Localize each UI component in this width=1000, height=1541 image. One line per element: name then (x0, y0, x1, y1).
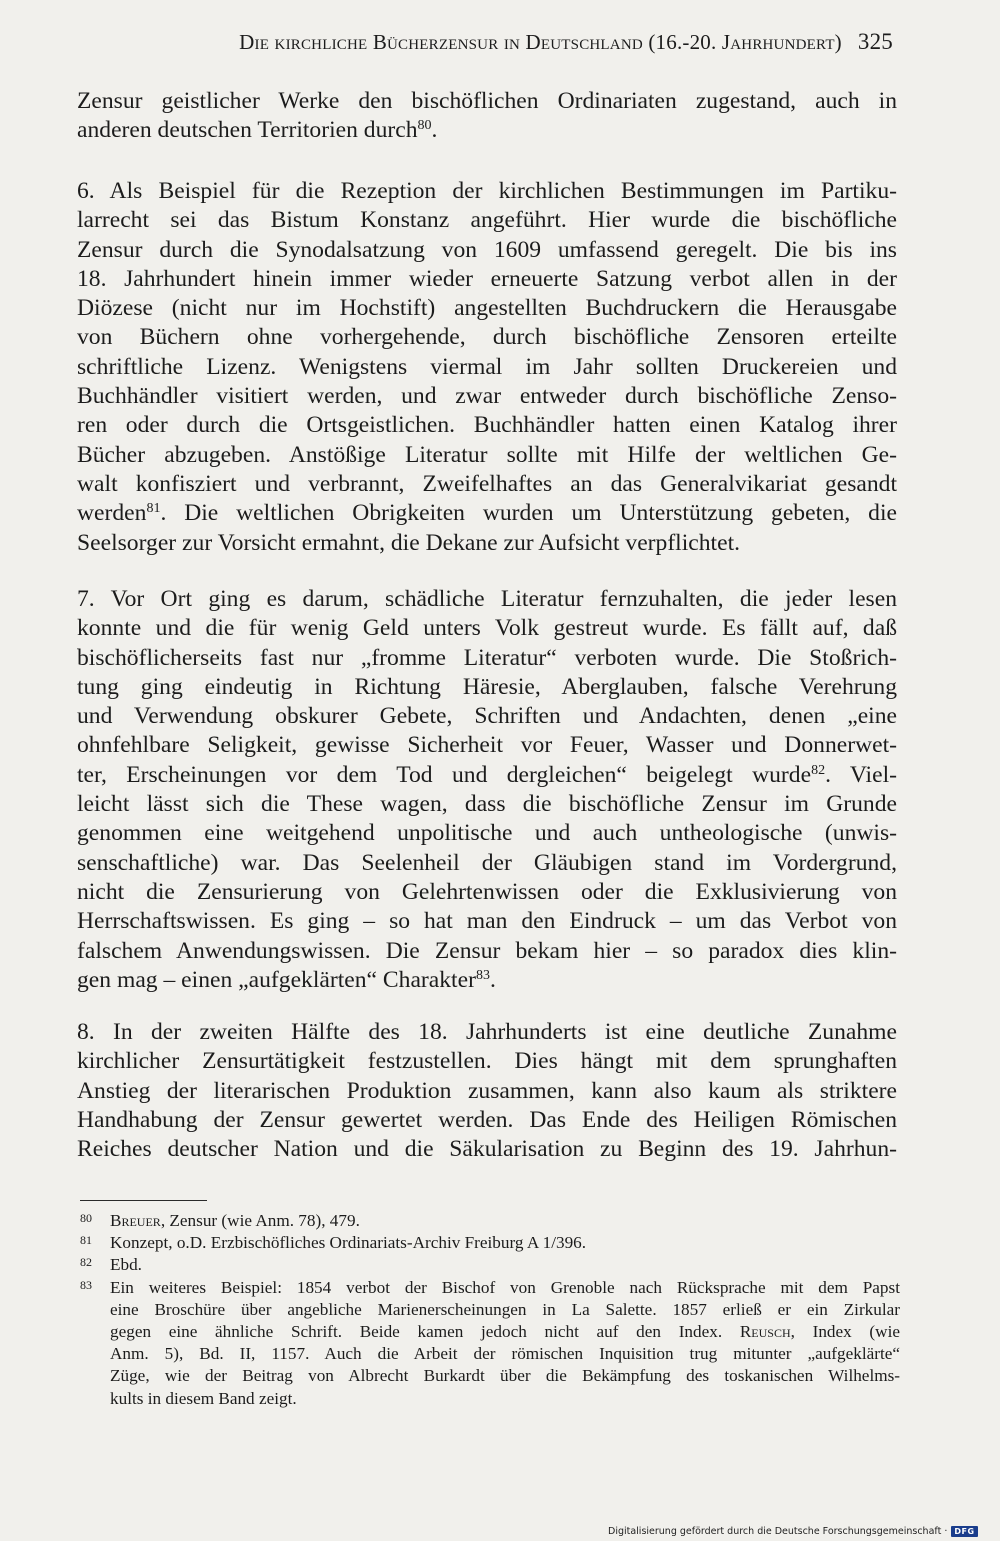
text-line: konnte und die für wenig Geld unters Volk gestreut wurde. Es fällt auf, daß (77, 615, 897, 642)
footnote-number: 81 (80, 1233, 92, 1248)
footnote-line: Konzept, o.D. Erzbischöfliches Ordinariats-Archiv Freiburg A 1/396. (110, 1233, 587, 1253)
text-line: Anstieg der literarischen Produktion zusammen, kann also kaum als striktere (77, 1077, 897, 1104)
text-line: tung ging eindeutig in Richtung Häresie, Aberglauben, falsche Verehrung (77, 673, 897, 700)
paragraph-2 (77, 177, 897, 558)
footnote-line: Ebd. (110, 1255, 142, 1275)
footnote-line: Züge, wie der Beitrag von Albrecht Burkardt über die Bekämpfung des toskanischen Wilhelms- (110, 1366, 900, 1386)
text-line: ter, Erscheinungen vor dem Tod und dergleichen“ beigelegt wurde$^{82}$. Viel- (77, 761, 897, 788)
footnote-81 (80, 1232, 900, 1254)
footnote-ref[interactable]: 81 (146, 501, 161, 517)
text-line: larrecht sei das Bistum Konstanz angeführt. Hier wurde die bischöfliche (77, 207, 897, 234)
text-line: Seelsorger zur Vorsicht ermahnt, die Dekane zur Aufsicht verpflichtet. (77, 529, 741, 556)
footnote-80 (80, 1210, 900, 1232)
text-line: Buchhändler visitiert werden, und zwar entweder durch bischöfliche Zenso- (77, 383, 897, 410)
paragraph-text (77, 87, 897, 146)
footnote-text (110, 1277, 900, 1410)
footnote-ref[interactable]: 80 (417, 118, 432, 134)
text-line: Zensur durch die Synodalsatzung von 1609 umfassend geregelt. Die bis ins (77, 236, 897, 263)
text-line: 7. Vor Ort ging es darum, schädliche Literatur fernzuhalten, die jeder lesen (77, 586, 897, 612)
text-line: ohnfehlbare Seligkeit, gewisse Sicherheit vor Feuer, Wasser und Donnerwet- (77, 732, 897, 759)
text-line: senschaftliche) war. Das Seelenheil der Gläubigen stand im Vordergrund, (77, 849, 897, 876)
text-line: Handhabung der Zensur gewertet werden. Das Ende des Heiligen Römischen (77, 1106, 897, 1133)
author-name: Breuer (110, 1211, 161, 1230)
text-line: 6. Als Beispiel für die Rezeption der kirchlichen Bestimmungen im Partiku- (77, 178, 897, 204)
text-line: anderen deutschen Territorien durch$^{80}$. (77, 117, 438, 144)
text-line: leicht lässt sich die These wagen, dass die bischöfliche Zensur im Grunde (77, 791, 897, 818)
text-line: walt konfisziert und verbrannt, Zweifelhaftes an das Generalvikariat gesandt (77, 470, 897, 497)
footnote-text (110, 1210, 900, 1232)
footnote-line: eine Broschüre über angebliche Marienerscheinungen in La Salette. 1857 erließ er ein Zirkular (110, 1299, 900, 1319)
footnote-82 (80, 1254, 900, 1276)
footnote-rule (80, 1200, 207, 1201)
text-line: kirchlicher Zensurtätigkeit festzustellen. Dies hängt mit dem sprunghaften (77, 1048, 897, 1075)
paragraph-text (77, 585, 897, 995)
text-line: Zensur geistlicher Werke den bischöflichen Ordinariaten zugestand, auch in (77, 88, 897, 114)
footnote-line: Ein weiteres Beispiel: 1854 verbot der Bischof von Grenoble nach Rücksprache mit dem Papst (110, 1277, 900, 1297)
text-line: Diözese (nicht nur im Hochstift) angestellten Buchdruckern die Herausgabe (77, 295, 897, 322)
digitization-credit (608, 1524, 978, 1538)
text-line: genommen eine weitgehend unpolitische und auch untheologische (unwis- (77, 820, 897, 847)
footnote-line: gegen eine ähnliche Schrift. Beide kamen jedoch nicht auf den Index. Reusch, Index (wie (110, 1322, 900, 1342)
running-head-title: Die kirchliche Bücherzensur in Deutschland (16.-20. Jahrhundert) (239, 30, 842, 54)
footnote-text (110, 1254, 900, 1276)
text-line: Bücher abzugeben. Anstößige Literatur sollte mit Hilfe der weltlichen Ge- (77, 441, 897, 468)
text-line: gen mag – einen „aufgeklärten“ Charakter$^{83}$. (77, 966, 496, 993)
text-line: 18. Jahrhundert hinein immer wieder erneuerte Satzung verbot allen in der (77, 265, 897, 292)
page-number: 325 (857, 29, 893, 54)
text-line: werden$^{81}$. Die weltlichen Obrigkeiten wurden um Unterstützung gebeten, die (77, 500, 897, 527)
text-line: ren oder durch die Ortsgeistlichen. Buchhändler hatten einen Katalog ihrer (77, 412, 897, 439)
author-name: Reusch (739, 1322, 791, 1342)
paragraph-1 (77, 87, 897, 146)
paragraph-4 (77, 1018, 897, 1164)
text-line: 8. In der zweiten Hälfte des 18. Jahrhunderts ist eine deutliche Zunahme (77, 1019, 897, 1045)
paragraph-text (77, 1018, 897, 1164)
text-line: Herrschaftswissen. Es ging – so hat man den Eindruck – um das Verbot von (77, 908, 897, 935)
footnote-ref[interactable]: 82 (811, 762, 826, 778)
footnotes (80, 1210, 900, 1410)
paragraph-3 (77, 585, 897, 995)
dfg-logo-icon: DFG (951, 1526, 977, 1537)
footnote-line: Anm. 5), Bd. II, 1157. Auch die Arbeit der römischen Inquisition trug mitunter „aufgeklärte“ (110, 1344, 900, 1364)
running-head (80, 29, 893, 55)
footnote-number: 83 (80, 1277, 92, 1292)
text-line: Reiches deutscher Nation und die Säkularisation zu Beginn des 19. Jahrhun- (77, 1136, 897, 1163)
text-line: falschem Anwendungswissen. Die Zensur bekam hier – so paradox dies klin- (77, 937, 897, 964)
text-line: von Büchern ohne vorhergehende, durch bischöfliche Zensoren erteilte (77, 324, 897, 351)
credit-text: Digitalisierung gefördert durch die Deutsche Forschungsgemeinschaft · (608, 1525, 948, 1537)
footnote-number: 80 (80, 1211, 92, 1225)
paragraph-text (77, 177, 897, 558)
footnote-number: 82 (80, 1255, 92, 1270)
text-line: schriftliche Lizenz. Wenigstens viermal im Jahr sollten Druckereien und (77, 353, 897, 380)
footnote-83 (80, 1277, 900, 1410)
footnote-line: kults in diesem Band zeigt. (110, 1388, 297, 1408)
text-line: nicht die Zensurierung von Gelehrtenwissen oder die Exklusivierung von (77, 878, 897, 905)
text-line: und Verwendung obskurer Gebete, Schriften und Andachten, denen „eine (77, 703, 897, 730)
text-line: bischöflicherseits fast nur „fromme Literatur“ verboten wurde. Die Stoßrich- (77, 644, 897, 671)
footnote-line: Breuer, Zensur (wie Anm. 78), 479. (110, 1211, 360, 1230)
footnote-text (110, 1232, 900, 1254)
footnote-ref[interactable]: 83 (475, 967, 490, 983)
